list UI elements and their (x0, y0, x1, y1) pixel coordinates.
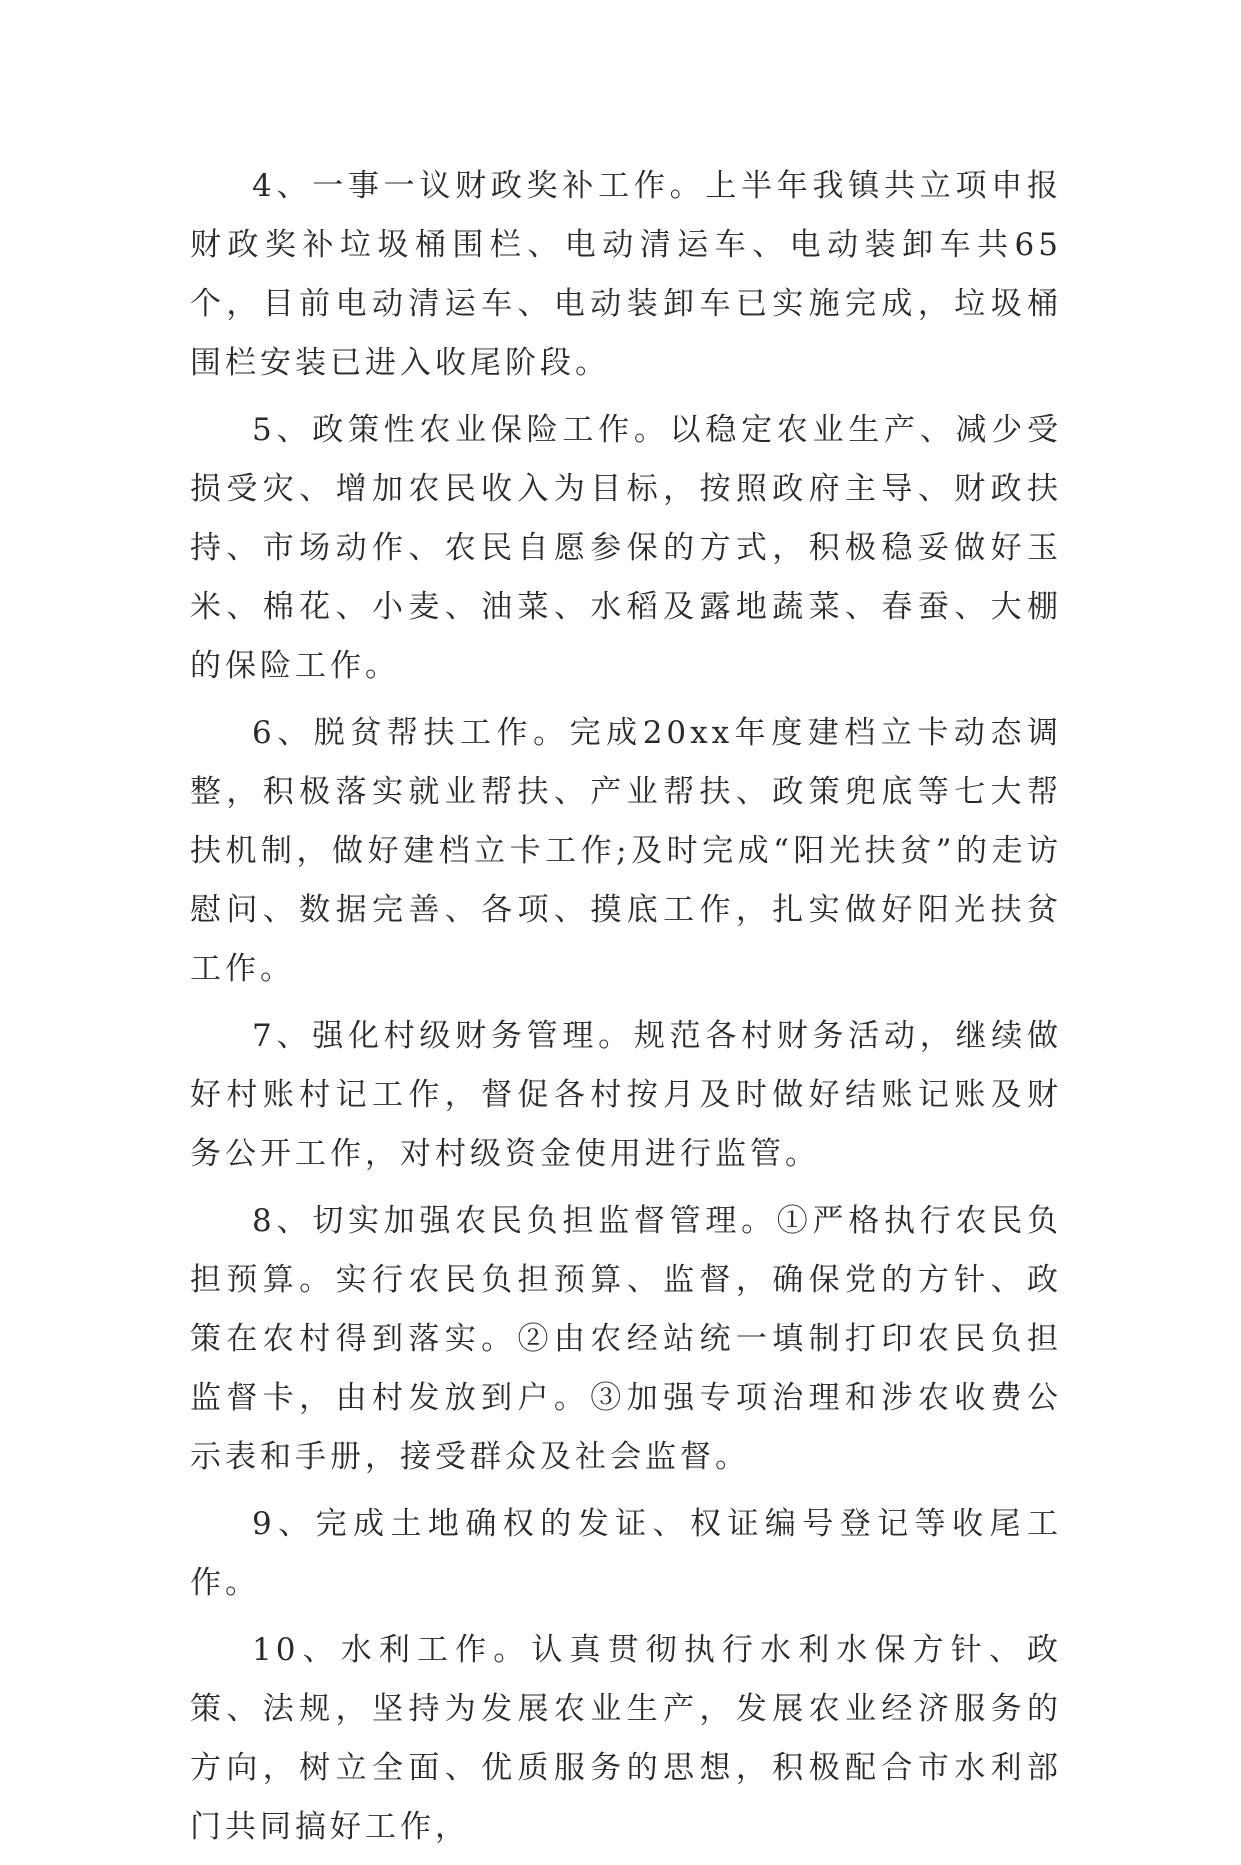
paragraph-item-4: 4、一事一议财政奖补工作。上半年我镇共立项申报财政奖补垃圾桶围栏、电动清运车、电动装卸车共65个，目前电动清运车、电动装卸车已实施完成，垃圾桶围栏安装已进入收尾阶段。 (190, 168, 1062, 381)
paragraph-item-6: 6、脱贫帮扶工作。完成20xx年度建档立卡动态调整，积极落实就业帮扶、产业帮扶、政策兜底等七大帮扶机制，做好建档立卡工作;及时完成“阳光扶贫”的走访慰问、数据完善、各项、摸底工作，扎实做好阳光扶贫工作。 (190, 715, 1062, 987)
paragraph-item-9: 9、完成土地确权的发证、权证编号登记等收尾工作。 (190, 1506, 1062, 1601)
document-body (190, 157, 1062, 1865)
paragraph-item-5: 5、政策性农业保险工作。以稳定农业生产、减少受损受灾、增加农民收入为目标，按照政府主导、财政扶持、市场动作、农民自愿参保的方式，积极稳妥做好玉米、棉花、小麦、油菜、水稻及露地蔬菜、春蚕、大棚的保险工作。 (190, 412, 1062, 684)
paragraph-item-7: 7、强化村级财务管理。规范各村财务活动，继续做好村账村记工作，督促各村按月及时做好结账记账及财务公开工作，对村级资金使用进行监管。 (190, 1018, 1062, 1172)
paragraph-item-10: 10、水利工作。认真贯彻执行水利水保方针、政策、法规，坚持为发展农业生产，发展农业经济服务的方向，树立全面、优质服务的思想，积极配合市水利部门共同搞好工作， (190, 1632, 1062, 1845)
paragraph-item-8: 8、切实加强农民负担监督管理。①严格执行农民负担预算。实行农民负担预算、监督，确保党的方针、政策在农村得到落实。②由农经站统一填制打印农民负担监督卡，由村发放到户。③加强专项治理和涉农收费公示表和手册，接受群众及社会监督。 (190, 1203, 1062, 1475)
